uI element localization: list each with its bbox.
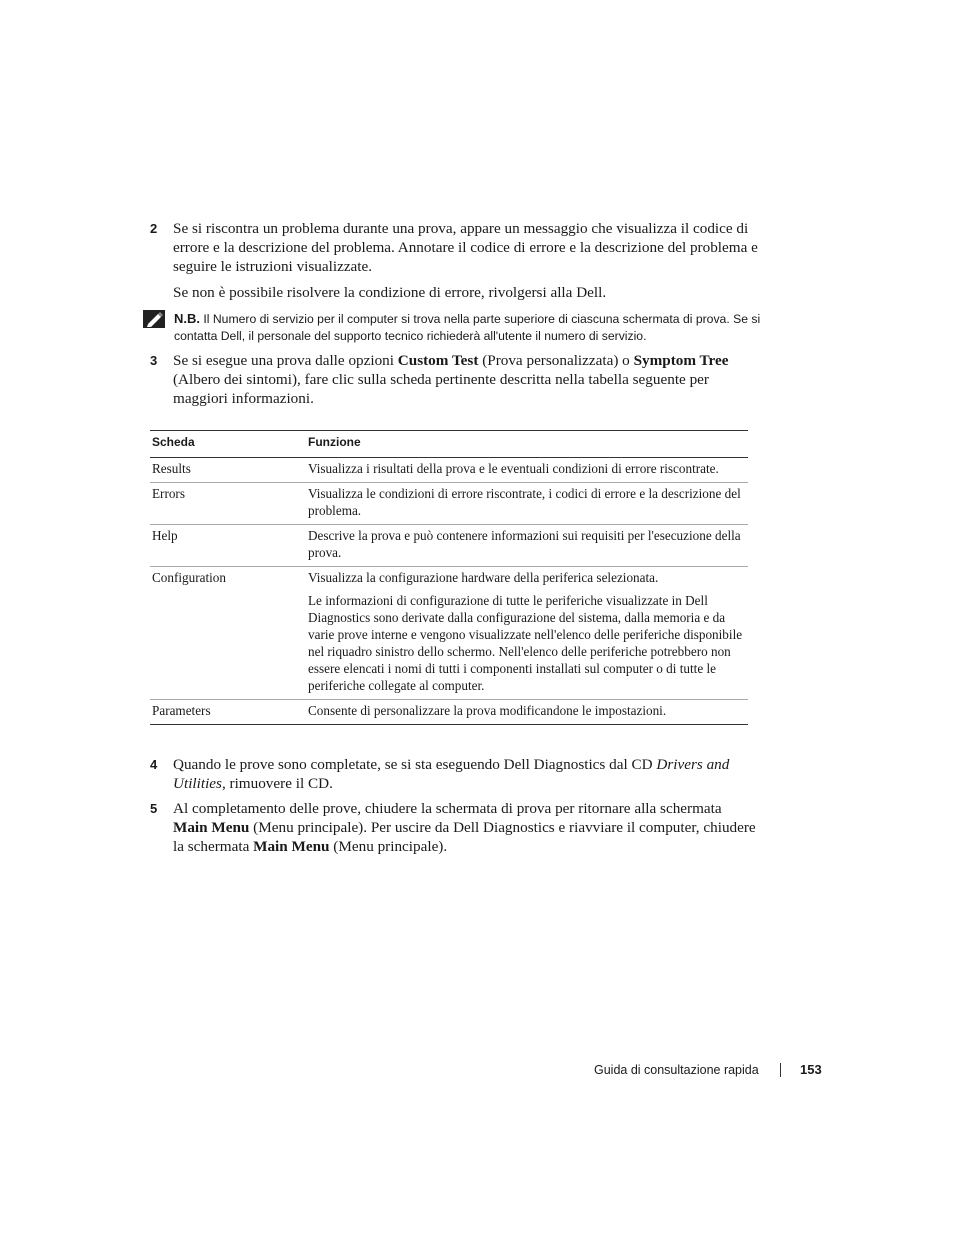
note-body [174, 310, 763, 345]
step-2 [150, 219, 760, 276]
page-number: 153 [800, 1062, 822, 1077]
tab-name: Help [150, 525, 306, 567]
note-box [143, 310, 763, 345]
cd-title: Drivers and Utilities [173, 756, 730, 792]
table-header-row [150, 431, 748, 458]
main-menu-term: Main Menu [173, 819, 250, 836]
page-footer [594, 1062, 822, 1078]
tab-name: Parameters [150, 700, 306, 725]
option-custom-test: Custom Test [397, 352, 479, 369]
step-5 [150, 799, 760, 856]
tab-description: Visualizza le condizioni di errore riscontrate, i codici di errore e la descrizione del problema. [306, 483, 748, 525]
tab-description: Consente di personalizzare la prova modificandone le impostazioni. [306, 700, 748, 725]
tabs-table [150, 430, 748, 725]
step-text-part: Se si esegue una prova dalle opzioni [173, 352, 398, 369]
table-row [150, 700, 748, 725]
tab-description-line: Visualizza la configurazione hardware della periferica selezionata. [308, 570, 659, 585]
step-text-part: Al completamento delle prove, chiudere la schermata di prova per ritornare alla schermata [173, 800, 722, 817]
tab-name: Errors [150, 483, 306, 525]
tab-name: Results [150, 458, 306, 483]
tab-description [306, 567, 748, 700]
main-menu-term: Main Menu [253, 838, 330, 855]
step-text [173, 755, 760, 793]
tab-name: Configuration [150, 567, 306, 700]
step-text-part: , rimuovere il CD. [221, 775, 333, 792]
step-number: 3 [150, 353, 158, 368]
table-row [150, 483, 748, 525]
option-symptom-tree: Symptom Tree [633, 352, 729, 369]
pencil-note-icon [143, 310, 165, 328]
step-text-part: (Albero dei sintomi), fare clic sulla scheda pertinente descritta nella tabella seguente per maggiori informazioni. [173, 371, 709, 407]
step-number: 5 [150, 801, 158, 816]
tab-description-detail: Le informazioni di configurazione di tutte le periferiche visualizzate in Dell Diagnostics sono derivate dalla configurazione del sistema, dalla memoria e da varie prove interne e vengono visualizzate nell'elenco delle periferiche disponibile nel riquadro sinistro dello schermo. Nell'elenco delle periferiche potrebbero non essere elencati i nomi di tutti i componenti installati sul computer o di tutte le periferiche collegate al computer. [308, 593, 743, 693]
table-row [150, 525, 748, 567]
step-3 [150, 351, 760, 408]
footer-divider [780, 1063, 781, 1077]
step-4 [150, 755, 760, 793]
note-label: N.B. [174, 311, 200, 326]
step-2-followup: Se non è possibile risolvere la condizione di errore, rivolgersi alla Dell. [173, 284, 607, 301]
note-text: Il Numero di servizio per il computer si trova nella parte superiore di ciascuna schermata di prova. Se si contatta Dell, il personale del supporto tecnico richiederà all'utente il numero di servizio. [174, 312, 761, 343]
step-number: 4 [150, 757, 158, 772]
tab-description: Visualizza i risultati della prova e le eventuali condizioni di errore riscontrate. [306, 458, 748, 483]
step-text-part: (Menu principale). [329, 838, 448, 855]
tab-description: Descrive la prova e può contenere informazioni sui requisiti per l'esecuzione della prova. [306, 525, 748, 567]
step-text-part: Quando le prove sono completate, se si sta eseguendo Dell Diagnostics dal CD [173, 756, 657, 773]
header-scheda: Scheda [150, 431, 306, 458]
table-row [150, 458, 748, 483]
step-text: Se si riscontra un problema durante una prova, appare un messaggio che visualizza il codice di errore e la descrizione del problema. Annotare il codice di errore e la descrizione del problema e seguire le istruzioni visualizzate. [173, 220, 758, 275]
step-text-part: (Menu principale). Per uscire da Dell Diagnostics e riavviare il computer, chiudere la schermata [173, 819, 756, 855]
step-text [173, 351, 760, 408]
step-text-part: (Prova personalizzata) o [478, 352, 634, 369]
table-row [150, 567, 748, 700]
step-text [173, 799, 760, 856]
header-funzione: Funzione [306, 431, 748, 458]
footer-title: Guida di consultazione rapida [594, 1063, 759, 1077]
step-number: 2 [150, 221, 158, 236]
